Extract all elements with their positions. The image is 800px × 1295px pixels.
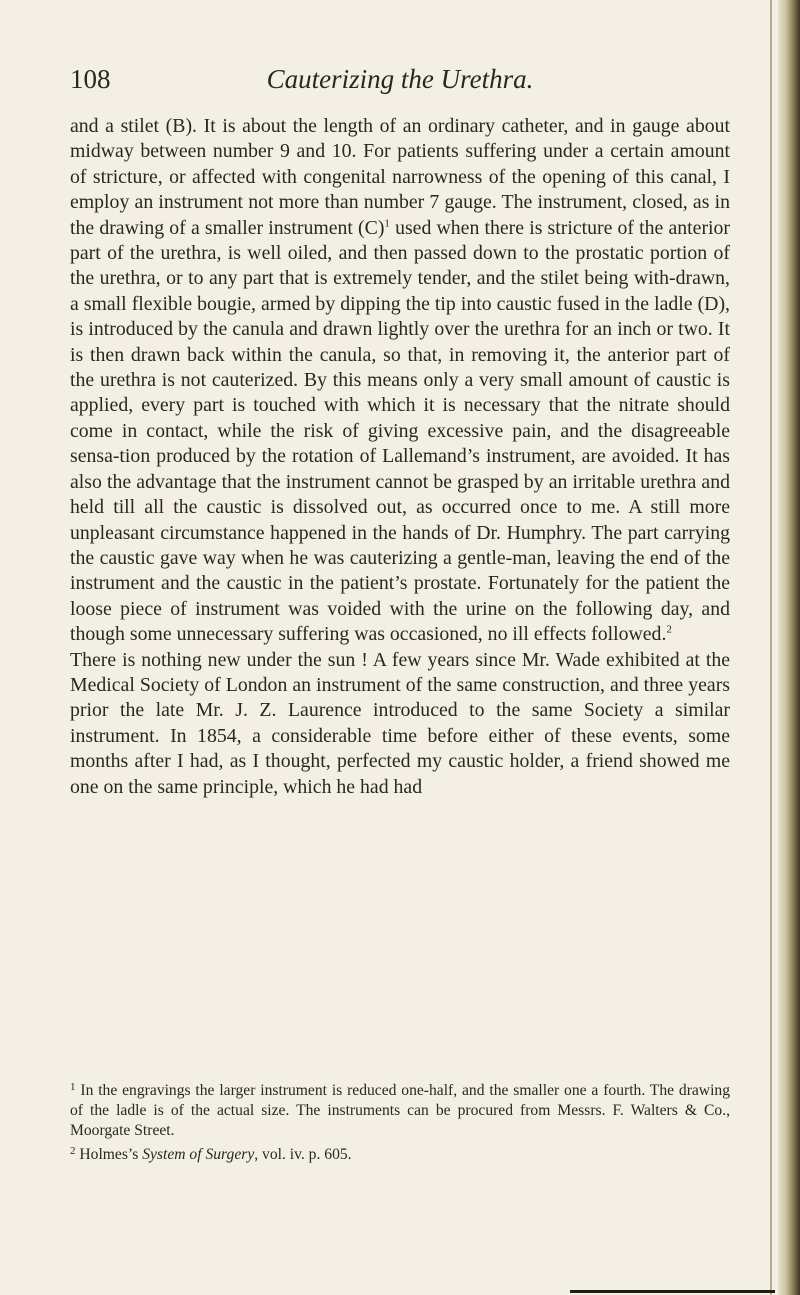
paragraph-2: There is nothing new under the sun ! A few years since Mr. Wade exhibited at the Medical Society of London an instrument of the same construction, and three years prior the late Mr. J. Z. Laurence introduced to the same Society a similar instrument. In 1854, a considerable time before either of these events, some months after I had, as I thought, perfected my caustic holder, a friend showed me one on the same principle, which he had had — [70, 648, 730, 798]
paragraph-1-text-a: and a stilet (B). It is about the length of an ordinary catheter, and in gauge about midway between number 9 and 10. For patients suffering under a certain amount of stricture, or affected with congenital narrowness of the opening of this canal, I employ an instrument not more than number 7 gauge. The instrument, closed, as in the drawing of a smaller instrument (C) — [70, 115, 730, 239]
paragraph-1 — [70, 114, 730, 648]
page-header — [70, 64, 730, 104]
bottom-rule — [570, 1290, 775, 1293]
page-edge-shadow — [778, 0, 800, 1295]
footnote-2-text-b: , vol. iv. p. 605. — [254, 1146, 352, 1163]
footnote-1-text: In the engravings the larger instrument is reduced one-half, and the smaller one a fourth. The drawing of the ladle is of the actual size. The instruments can be procured from Messrs. F. Walters & Co., Moorgate Street. — [70, 1082, 730, 1139]
page-number: 108 — [70, 64, 111, 94]
footnote-2 — [70, 1141, 730, 1165]
footnotes — [70, 1077, 730, 1165]
footnote-2-marker: 2 — [70, 1145, 76, 1157]
running-title: Cauterizing the Urethra. — [266, 64, 534, 94]
paragraph-1-text-b: used when there is stricture of the anterior part of the urethra, is well oiled, and then passed down to the prostatic portion of the urethra, or to any part that is extremely tender, and the stilet being with-drawn, a small flexible bougie, armed by dipping the tip into caustic fused in the ladle (D), is introduced by the canula and drawn lightly over the urethra for an inch or two. It is then drawn back within the canula, so that, in removing it, the anterior part of the urethra is not cauterized. By this means only a very small amount of caustic is applied, every part is touched with which it is necessary that the nitrate should come in contact, while the risk of giving excessive pain, and the disagreeable sensa-tion produced by the rotation of Lallemand’s instrument, are avoided. It has also the advantage that the instrument cannot be grasped by an irritable urethra and held till all the caustic is dissolved out, as occurred once to me. A still more unpleasant circumstance happened in the hands of Dr. Humphry. The part carrying the caustic gave way when he was cauterizing a gentle-man, leaving the end of the instrument and the caustic in the patient’s prostate. Fortunately for the patient the loose piece of instrument was voided with the urine on the following day, and though some unnecessary suffering was occasioned, no ill effects followed. — [70, 216, 731, 646]
body-text — [70, 114, 730, 800]
footnote-2-book-title: System of Surgery — [142, 1146, 255, 1163]
gutter-line — [770, 0, 772, 1295]
footnote-ref-1: 1 — [384, 217, 390, 230]
footnote-2-text-a: Holmes’s — [79, 1146, 143, 1163]
footnote-1 — [70, 1077, 730, 1141]
footnote-ref-2: 2 — [666, 623, 672, 636]
footnote-1-marker: 1 — [70, 1081, 76, 1093]
